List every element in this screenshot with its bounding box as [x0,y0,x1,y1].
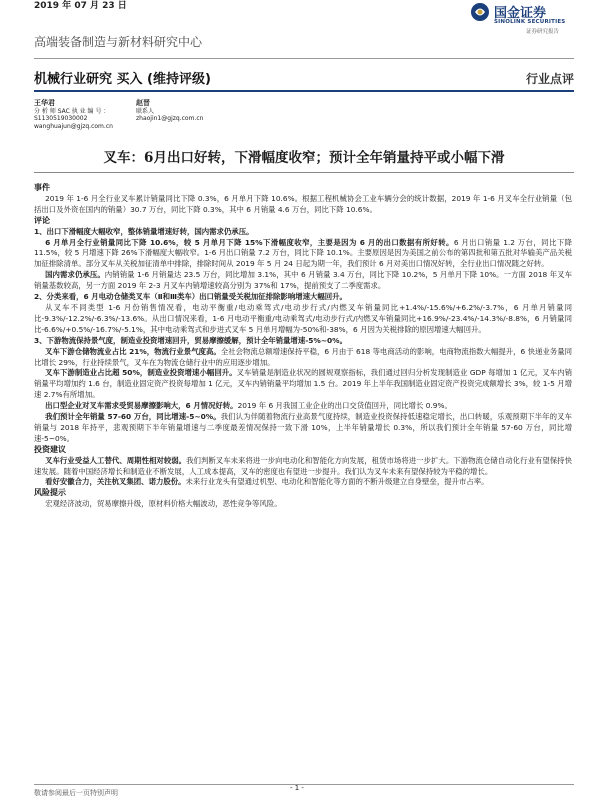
comment-2-heading: 2、分类来看，6 月电动仓储类叉车（Ⅱ和Ⅲ类车）出口销量受关税加征排除影响增速大幅回升。 [34,292,347,302]
comment-1-p1-lead: 6 月单月全行业销量同比下降 10.6%，较 5 月单月下降 15%下滑幅度收窄，主要是因为 6 月的出口数据有所好转。 [45,237,454,247]
header-divider [34,90,574,92]
research-center: 高端装备制造与新材料研究中心 [34,35,203,49]
comment-1-p2-text: 内销销量 1-6 月销量达 23.5 万台，同比增加 3.1%，其中 6 月销量 3.4 万台，同比下降 10.2%，5 月单月下降 10%。一方面 2018 年叉车销量基数较高，另一方面 2019 年 2-3 月叉车内销增速较高分别为 37%和 17%，提前预支了二季度需求。 [34,270,572,291]
comment-1-heading: 1、出口下滑幅度大幅收窄，整体销量增速好转，国内需求仍承压。 [34,226,254,236]
report-date: 2019 年 07 月 23 日 [34,1,127,11]
author-2-email: zhaojin1@gjzq.com.cn [136,115,204,122]
company-logo [470,2,580,38]
section-heading-event: 事件 [34,183,50,192]
invest-paragraph-1 [34,456,572,478]
invest-p1-text: 我们判断叉车未来将进一步向电动化和智能化方向发展，租赁市场将进一步扩大。下游物流仓储自动化行业有望保持快速发展。随着中国经济增长和制造业不断发展，人工成本提高，叉车的密度也有望进一步提升。我们认为叉车未来有望保持较为平稳的增长。 [34,455,572,476]
comment-3-p2-lead: 叉车下游制造业占比超 50%，制造业投资增速小幅回升。 [45,368,237,378]
report-category: 行业点评 [525,72,574,86]
comment-3-p3-text: 2019 年 6 月我国工业企业的出口交货值回升，同比增长 0.9%。 [237,401,452,411]
page-footer [0,784,600,800]
logo-name-cn: 国金证券 [494,6,547,21]
comment-3-paragraph-2 [34,368,572,401]
author-1-name: 王华君 [34,99,55,107]
invest-paragraph-2 [34,477,572,488]
footer-divider [34,784,574,785]
comment-1-p1-text: 6 月出口销量 1.2 万台，同比下降 11.5%，较 5 月增速下降 26%下滑幅度大幅收窄。1-6 月出口销量 7.2 万台，同比下降 10.1%。主要原因是因为美国之前公布的第四批和第五批对华输美产品关税加征排除清单。部分叉车从关税加征清单中排除，排除时间从 2019 年 5 月 24 日起为期一年，我们预计 6 月对美出口情况好转，全行业出口情况随之好转。 [34,237,572,269]
invest-p1-lead: 叉车行业受益人工替代、周期性相对较弱。 [45,455,187,465]
comment-3-paragraph-3 [34,401,572,412]
comment-1-paragraph-2 [34,270,572,292]
author-2 [136,100,203,123]
author-2-role: 联系人 [136,107,155,115]
logo-icon [470,2,490,22]
comment-1-paragraph-1 [34,238,572,271]
divider [34,58,574,59]
comment-3-p3-lead: 出口型企业对叉车需求受贸易摩擦影响大，6 月情况好转。 [45,401,238,411]
author-2-name: 赵晋 [136,99,150,107]
comment-3-p2-text: 叉车销量是制造业状况的圆规观察指标，我们通过回归分析发现制造业 GDP 每增加 1 亿元，叉车内销销量平均增加约 1.6 台，制造业固定资产投资每增加 1 亿元，叉车内销销量平均增加 1.5 台。2019 年上半年我国制造业固定资产投资完成额增长 3%，较 1-5 月增速 2.7%有所增加。 [34,368,572,400]
author-1 [34,100,113,130]
author-1-id: S1130519030002 [34,115,88,122]
invest-p2-lead: 看好安徽合力，关注杭叉集团、诺力股份。 [45,477,186,487]
comment-2-paragraph: 从叉车不同类型 1-6 月份销售情况看，电动平衡重/电动乘驾式/电动步行式/内燃叉车销量同比+1.4%/-15.6%/+6.2%/-3.7%，6 月单月销量同比-9.3%/-12.2%/-6.3%/-13.6%。从出口情况来看，1-6 月电动平衡重/电动乘驾式/电动步行式/内燃叉车销量同比+16.9%/-23.4%/-14.3%/-8.8%，6 月销量同比-6.6%/+0.5%/-16.7%/-5.1%，其中电动乘驾式和步进式叉车 5 月单月增幅为-50%和-38%，6 月因为关税排除的原因增速大幅回升。 [34,302,572,334]
comment-3-heading: 3、下游物流保持景气度，制造业投资增速回升，贸易摩擦缓解，预计全年销量增速-5%~0%。 [34,335,347,345]
logo-subtitle: 证券研究报告 [526,29,560,35]
title-divider [34,172,574,173]
section-heading-risk: 风险提示 [34,488,66,498]
comment-3-p4-lead: 我们预计全年销量 57-60 万台，同比增速-5~0%。 [45,412,221,422]
event-paragraph: 2019 年 1-6 月全行业叉车累计销量同比下降 0.3%，6 月单月下降 10.6%。根据工程机械协会工业车辆分会的统计数据，2019 年 1-6 月叉车全行业销量（包括出口及外资在国内的销量）30.7 万台，同比下降 0.3%，其中 6 月销量 4.6 万台，同比下降 10.6%。 [34,193,572,214]
author-1-title: 分 析 师 SAC 执 业 编 号 ： [34,107,110,115]
report-type: 机械行业研究 买入 (维持评级) [34,72,211,87]
comment-3-paragraph-1 [34,347,572,369]
page-number: - 1 - [290,784,304,792]
report-body [34,183,572,510]
risk-paragraph: 宏观经济波动，贸易摩擦升级，原材料价格大幅波动，恶性竞争等风险。 [45,499,282,509]
comment-3-paragraph-4 [34,412,572,445]
section-heading-invest: 投资建议 [34,444,66,454]
comment-1-p2-lead: 国内需求仍承压。 [45,270,105,280]
comment-3-p1-lead: 叉车下游仓储物流业占比 21%，物流行业景气度高。 [45,346,221,356]
comment-3-p4-text: 我们认为伴随着物流行业高景气度持续，制造业投资保持低速稳定增长，出口转暖，乐观预期下半年的叉车销量与 2018 年持平，悲观预期下半年销量增速与二季度最差情况保持一致下滑 10%，上半年销量增长 0.3%，所以我们预计全年销量 57-60 万台，同比增速-5~0%。 [34,412,572,443]
disclaimer-note: 敬请参阅最后一页特别声明 [34,789,118,797]
invest-p2-text: 未来行业龙头有望通过机型、电动化和智能化等方面的不断升级建立自身壁垒，提升市占率。 [185,477,489,487]
comment-3-p1-text: 全社会物流总额增速保持平稳，6 月由于 618 等电商活动的影响，电商物流指数大幅提升，6 快递业务量同比增长 29%，行业持续景气，叉车在为物流仓储行业中的应用逐步增加。 [34,346,573,367]
author-1-email: wanghuajun@gjzq.com.cn [34,122,113,130]
section-heading-comment: 评论 [34,215,50,225]
logo-name-en: SINOLINK SECURITIES [494,19,566,25]
report-title: 叉车：6月出口好转，下滑幅度收窄；预计全年销量持平或小幅下滑 [103,150,505,166]
